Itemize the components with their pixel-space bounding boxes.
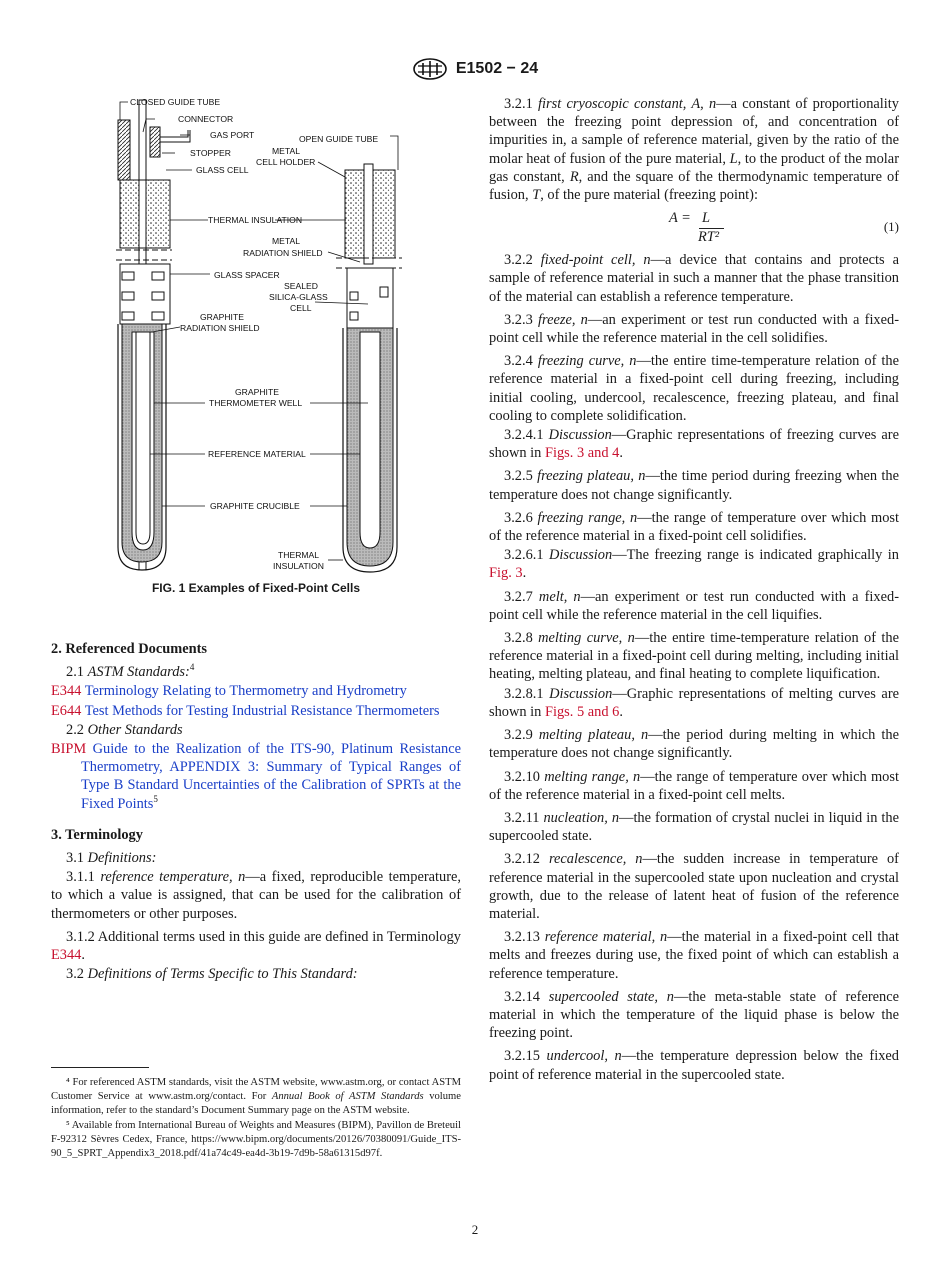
label-metal-cell-holder-2: CELL HOLDER — [256, 157, 316, 167]
section-2-1 — [51, 663, 461, 681]
section-3-1-2-text: 3.1.2 Additional terms used in this guide are defined in Terminology — [66, 928, 461, 945]
definition-3-2-8 — [489, 629, 899, 684]
discussion-3-2-4-1 — [489, 426, 899, 462]
discussion-3-2-6-1 — [489, 546, 899, 582]
def-term: recalescence, n — [548, 851, 643, 868]
definition-3-2-15 — [489, 1047, 899, 1083]
label-glass-cell: GLASS CELL — [196, 165, 249, 175]
footnote-ref-5[interactable]: 5 — [153, 793, 158, 804]
figure-caption: FIG. 1 Examples of Fixed-Point Cells — [151, 581, 361, 595]
definition-3-2-1 — [489, 95, 899, 204]
def-end: . — [522, 565, 527, 582]
label-thermal-insulation-2b: INSULATION — [273, 561, 324, 571]
def-end: . — [619, 445, 623, 462]
astm-logo-icon — [412, 58, 448, 80]
label-sealed-cell-2: SILICA-GLASS — [269, 292, 328, 302]
ref-e644-code[interactable]: E644 — [51, 702, 82, 719]
def-number: 3.2.9 — [504, 727, 533, 744]
section-2-1-title: ASTM Standards: — [87, 664, 190, 681]
def-number: 3.2.12 — [504, 851, 540, 868]
link-fig-3[interactable]: Fig. 3 — [489, 565, 523, 582]
def-text: —the sudden increase in temperature of reference material in the supercooled state upon nucleation and crystal growth, due to the release of latent heat of fusion of the reference material. — [489, 851, 899, 922]
label-closed-guide-tube: CLOSED GUIDE TUBE — [130, 97, 221, 107]
def-number: 3.2.6 — [504, 509, 533, 526]
section-2-heading: 2. Referenced Documents — [51, 641, 207, 657]
definition-3-1-1 — [51, 868, 461, 923]
def-text: —the entire time-temperature relation of the reference material in a fixed-point cell during melting, including initial heating, melting plateau, and final heating to complete liquification. — [489, 630, 899, 683]
def-term: melting curve, n — [538, 630, 635, 647]
def-term: supercooled state, n — [548, 988, 674, 1005]
equation-number: (1) — [883, 219, 899, 235]
label-thermal-insulation: THERMAL INSULATION — [208, 215, 303, 225]
def-number: 3.1.1 — [66, 869, 95, 886]
label-connector: CONNECTOR — [178, 114, 234, 124]
def-text: —a fixed, reproducible temperature, to which a value is assigned, that can be used for the calibration of thermometers or other purposes. — [51, 869, 461, 922]
footnote-4-text-b: volume information, refer to the standard’s Document Summary page on the ASTM website. — [51, 1091, 461, 1116]
section-2-2-title: Other Standards — [87, 721, 183, 738]
def-number: 3.2.10 — [504, 768, 540, 785]
section-2-1-number: 2.1 — [66, 664, 84, 681]
def-number: 3.2.6.1 — [504, 547, 544, 564]
def-text: —the meta-stable state of reference material in which the temperature of the liquid phase is below the freezing point. — [489, 988, 899, 1042]
definition-3-2-14 — [489, 988, 899, 1043]
def-term: reference temperature, n — [100, 869, 246, 886]
link-figs-3-4[interactable]: Figs. 3 and 4 — [544, 445, 620, 462]
label-thermal-insulation-2a: THERMAL — [278, 550, 320, 560]
footnote-ref-4[interactable]: 4 — [189, 662, 195, 673]
symbol-R: R — [569, 168, 579, 185]
def-term: nucleation, n — [543, 809, 620, 826]
definition-3-2-4 — [489, 352, 899, 425]
definition-3-2-12 — [489, 850, 899, 923]
figure-fixed-point-cells — [110, 92, 410, 577]
link-figs-5-6[interactable]: Figs. 5 and 6 — [544, 703, 620, 720]
definition-3-2-7 — [489, 588, 899, 624]
def-text: —the range of temperature over which most of the reference material in a fixed-point cell melts. — [489, 768, 899, 803]
definition-3-2-9 — [489, 726, 899, 762]
link-e344[interactable]: E344 — [51, 947, 82, 964]
section-3-1-number: 3.1 — [66, 850, 84, 867]
definition-3-2-11 — [489, 809, 899, 845]
section-3-2-number: 3.2 — [66, 966, 84, 983]
def-text: —the temperature depression below the fixed point of reference material in the supercooled state. — [489, 1048, 899, 1083]
def-term: freeze, n — [538, 311, 588, 328]
footnote-4 — [51, 1076, 461, 1118]
section-3-heading: 3. Terminology — [51, 826, 143, 843]
def-term: fixed-point cell, n — [540, 252, 651, 269]
label-thermometer-well-1: GRAPHITE — [235, 387, 279, 397]
left-column — [51, 640, 461, 984]
definition-3-2-2 — [489, 251, 899, 306]
def-text-mid2: , and the square of the thermodynamic temperature of fusion, — [489, 168, 899, 204]
label-metal-cell-holder-1: METAL — [272, 146, 301, 156]
equation-1 — [489, 209, 899, 247]
ref-bipm[interactable] — [51, 740, 461, 813]
def-text: —the entire time-temperature relation of the reference material in a fixed-point cell during freezing, including initial cooling, undercool, recalescence, freezing plateau, and final cooling to complete solidification. — [489, 353, 899, 424]
def-text: —a constant of proportionality between the freezing point depression of, and concentration of impurities in, a sample of reference material, given by the ratio of the molar heat of fusion of the pure material, — [489, 96, 899, 167]
label-gas-port: GAS PORT — [210, 130, 255, 140]
definition-3-2-5 — [489, 467, 899, 503]
section-3-1-title: Definitions: — [87, 850, 157, 867]
def-text: —a device that contains and protects a sample of reference material in such a manner that the phase transition of the material can establish a reference temperature. — [489, 252, 899, 305]
def-text: —an experiment or test run conducted with a fixed-point cell while the reference material in the cell liquifies. — [489, 588, 899, 623]
def-number: 3.2.8.1 — [504, 685, 544, 702]
equation-denominator: RT² — [698, 229, 720, 246]
label-open-guide-tube: OPEN GUIDE TUBE — [299, 134, 379, 144]
def-number: 3.2.15 — [504, 1048, 540, 1065]
equation-numerator: L — [702, 210, 711, 227]
definition-3-2-3 — [489, 311, 899, 347]
def-text: —the range of temperature over which most of the reference material in a fixed-point cell solidifies. — [489, 509, 899, 545]
def-number: 3.2.7 — [504, 588, 533, 605]
right-column — [489, 95, 899, 1089]
def-number: 3.2.1 — [504, 96, 533, 112]
def-text: —Graphic representations of melting curves are shown in — [489, 685, 899, 720]
def-term: melt, n — [538, 588, 581, 605]
def-number: 3.2.4 — [504, 353, 533, 370]
def-term: Discussion — [548, 427, 612, 444]
def-text: —the period during melting in which the temperature does not change significantly. — [489, 727, 899, 762]
def-number: 3.2.4.1 — [504, 427, 544, 444]
label-graphite-shield-2: RADIATION SHIELD — [180, 323, 260, 333]
def-number: 3.2.13 — [504, 929, 540, 946]
label-sealed-cell-3: CELL — [290, 303, 312, 313]
def-term: undercool, n — [546, 1048, 622, 1065]
def-term: melting range, n — [544, 768, 641, 785]
ref-e344-code[interactable]: E344 — [51, 683, 82, 700]
def-term: freezing plateau, n — [537, 468, 646, 485]
def-number: 3.2.11 — [504, 809, 540, 826]
def-number: 3.2.14 — [504, 988, 540, 1005]
section-3-1 — [51, 849, 461, 867]
label-reference-material: REFERENCE MATERIAL — [208, 449, 306, 459]
label-graphite-crucible: GRAPHITE CRUCIBLE — [210, 501, 300, 511]
label-graphite-shield-1: GRAPHITE — [200, 312, 244, 322]
def-text: —an experiment or test run conducted with a fixed-point cell while the reference material in the cell solidifies. — [489, 311, 900, 347]
ref-e644[interactable] — [51, 702, 461, 720]
def-term: melting plateau, n — [538, 727, 649, 744]
section-2-2 — [51, 721, 461, 739]
def-term: reference material, n — [544, 929, 668, 946]
def-term: Discussion — [549, 685, 613, 702]
section-3-2-title: Definitions of Terms Specific to This Standard: — [87, 966, 358, 983]
footnote-4-text-a: ⁴ For referenced ASTM standards, visit the ASTM website, www.astm.org, or contact ASTM Customer Service at www.astm.org/contact. For — [51, 1077, 461, 1102]
def-text: —the material in a fixed-point cell that melts and freezes during use, the fixed point of which can establish a reference temperature. — [489, 929, 899, 982]
label-metal-radiation-shield-2: RADIATION SHIELD — [243, 248, 323, 258]
label-stopper: STOPPER — [190, 148, 231, 158]
section-3-1-2-end: . — [81, 947, 85, 964]
def-number: 3.2.3 — [504, 311, 533, 328]
page-number: 2 — [471, 1222, 479, 1237]
ref-e344[interactable] — [51, 682, 461, 700]
def-text-end: , of the pure material (freezing point): — [540, 187, 758, 204]
def-number: 3.2.2 — [504, 252, 533, 269]
def-text: —The freezing range is indicated graphically in — [612, 547, 899, 564]
def-term: freezing range, n — [537, 509, 638, 526]
def-number: 3.2.8 — [504, 630, 533, 647]
section-3-2 — [51, 965, 461, 983]
document-id: E1502 − 24 — [455, 60, 539, 77]
ref-bipm-code[interactable]: BIPM — [51, 741, 87, 758]
footnote-4-title: Annual Book of ASTM Standards — [271, 1091, 424, 1102]
def-text: —Graphic representations of freezing curves are shown in — [489, 427, 899, 462]
definition-3-2-10 — [489, 768, 899, 804]
symbol-T: T — [532, 187, 541, 204]
def-term: freezing curve, n — [537, 353, 637, 370]
definition-3-2-6 — [489, 509, 899, 545]
def-text: —the formation of crystal nuclei in liquid in the supercooled state. — [489, 809, 899, 845]
definition-3-2-13 — [489, 928, 899, 983]
def-term: Discussion — [549, 547, 613, 564]
label-thermometer-well-2: THERMOMETER WELL — [209, 398, 303, 408]
label-metal-radiation-shield-1: METAL — [272, 236, 301, 246]
ref-bipm-title[interactable]: Guide to the Realization of the ITS-90, Platinum Resistance Thermometry, APPENDIX 3: Summary of Typical Ranges of Type B Standard Uncertainties of the Calibration of SPRTs at the Fixed Points — [81, 741, 461, 812]
def-text-mid: , to the product of the molar gas constant, — [489, 150, 899, 185]
def-end: . — [619, 703, 623, 720]
ref-e344-title[interactable]: Terminology Relating to Thermometry and Hydrometry — [81, 683, 407, 700]
section-2-2-number: 2.2 — [66, 721, 84, 738]
equation-lhs: A = — [669, 210, 691, 227]
ref-e644-title[interactable]: Test Methods for Testing Industrial Resistance Thermometers — [81, 702, 440, 719]
page-header — [0, 58, 950, 80]
def-term: first cryoscopic constant, A, n — [538, 96, 717, 112]
label-sealed-cell-1: SEALED — [284, 281, 318, 291]
footnotes — [51, 1076, 461, 1162]
figure-drawing — [110, 92, 410, 577]
footnote-5: ⁵ Available from International Bureau of Weights and Measures (BIPM), Pavillon de Breteuil F-92312 Sèvres Cedex, France, https://www.bipm.org/documents/20126/70380091/Guide_ITS-90_5_SPRT_Appendix3_2018.pdf/41a74c49-ea4d-3b19-7d9b-58a61315d97f. — [51, 1120, 461, 1159]
section-3-1-2 — [51, 928, 461, 964]
left-cell-drawing — [116, 100, 190, 570]
def-text: —the time period during freezing when the temperature does not change significantly. — [489, 468, 899, 503]
right-cell-drawing — [336, 164, 402, 572]
discussion-3-2-8-1 — [489, 685, 899, 721]
symbol-L: L — [729, 150, 738, 167]
footnote-rule — [51, 1067, 149, 1068]
def-number: 3.2.5 — [504, 468, 533, 485]
label-glass-spacer: GLASS SPACER — [214, 270, 280, 280]
